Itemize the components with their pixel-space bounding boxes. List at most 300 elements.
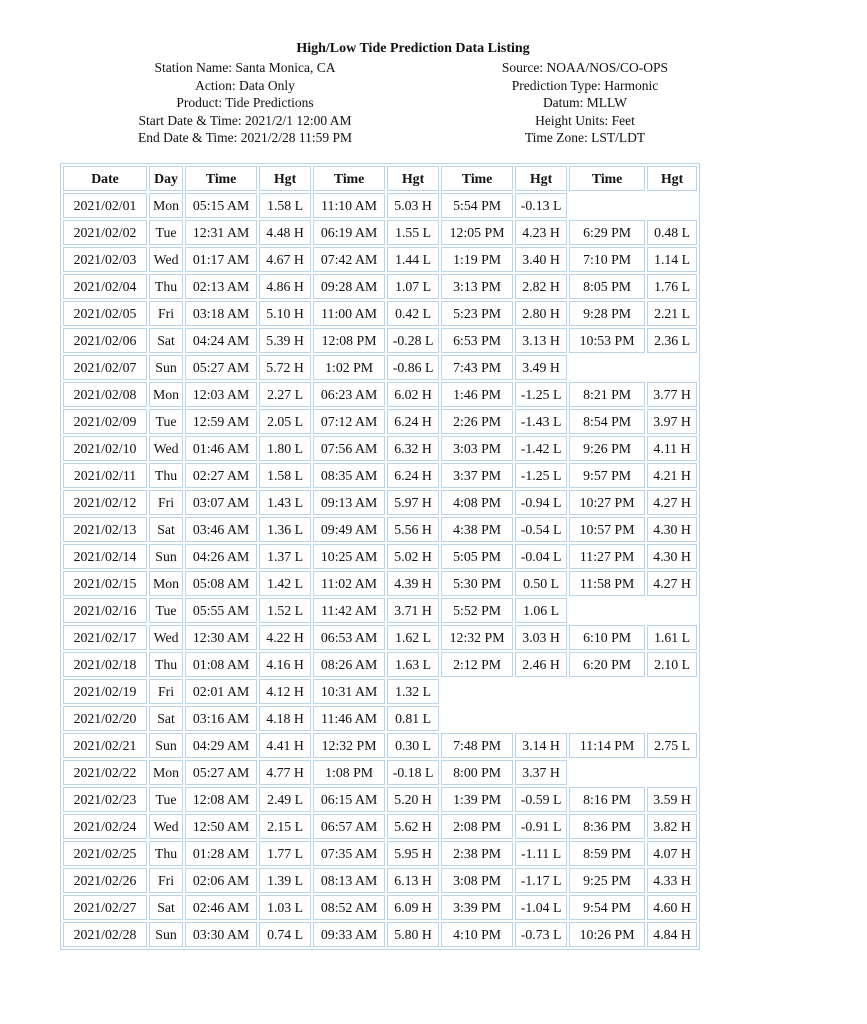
cell-time-2: 06:53 AM: [313, 625, 385, 650]
table-row: [63, 868, 697, 893]
cell-time-2: 12:32 PM: [313, 733, 385, 758]
column-header-hgt-1: Hgt: [259, 166, 311, 191]
cell-hgt-1: 4.41 H: [259, 733, 311, 758]
column-header-time-1: Time: [185, 166, 257, 191]
cell-hgt-3: -0.04 L: [515, 544, 567, 569]
cell-date: 2021/02/17: [63, 625, 147, 650]
cell-time-1: 04:29 AM: [185, 733, 257, 758]
cell-date: 2021/02/12: [63, 490, 147, 515]
cell-hgt-1: 5.72 H: [259, 355, 311, 380]
cell-date: 2021/02/08: [63, 382, 147, 407]
cell-time-3: 5:54 PM: [441, 193, 513, 218]
cell-hgt-3: -1.43 L: [515, 409, 567, 434]
cell-time-2: 1:08 PM: [313, 760, 385, 785]
cell-time-4: [569, 355, 645, 380]
cell-hgt-3: 2.46 H: [515, 652, 567, 677]
cell-time-4: 10:57 PM: [569, 517, 645, 542]
cell-hgt-4: 1.14 L: [647, 247, 697, 272]
cell-day: Mon: [149, 193, 183, 218]
cell-hgt-1: 2.27 L: [259, 382, 311, 407]
cell-day: Sat: [149, 895, 183, 920]
table-row: [63, 409, 697, 434]
cell-hgt-4: [647, 193, 697, 218]
cell-day: Tue: [149, 787, 183, 812]
cell-time-3: 1:46 PM: [441, 382, 513, 407]
cell-time-2: 10:25 AM: [313, 544, 385, 569]
table-row: [63, 220, 697, 245]
cell-hgt-2: 6.32 H: [387, 436, 439, 461]
cell-date: 2021/02/16: [63, 598, 147, 623]
cell-time-2: 08:52 AM: [313, 895, 385, 920]
cell-hgt-1: 1.80 L: [259, 436, 311, 461]
cell-hgt-3: -1.42 L: [515, 436, 567, 461]
cell-time-1: 02:06 AM: [185, 868, 257, 893]
cell-date: 2021/02/11: [63, 463, 147, 488]
cell-hgt-1: 1.36 L: [259, 517, 311, 542]
cell-hgt-4: 2.36 L: [647, 328, 697, 353]
cell-hgt-3: 0.50 L: [515, 571, 567, 596]
column-header-hgt-3: Hgt: [515, 166, 567, 191]
prediction-info: [450, 59, 720, 147]
height-units: Height Units: Feet: [535, 112, 635, 128]
cell-time-1: 04:24 AM: [185, 328, 257, 353]
cell-time-2: 09:28 AM: [313, 274, 385, 299]
table-row: [63, 463, 697, 488]
cell-hgt-1: 1.39 L: [259, 868, 311, 893]
cell-time-2: 06:19 AM: [313, 220, 385, 245]
cell-time-1: 02:13 AM: [185, 274, 257, 299]
cell-hgt-1: 5.39 H: [259, 328, 311, 353]
cell-time-1: 05:55 AM: [185, 598, 257, 623]
cell-date: 2021/02/21: [63, 733, 147, 758]
cell-hgt-3: -0.73 L: [515, 922, 567, 947]
cell-time-3: 1:19 PM: [441, 247, 513, 272]
cell-date: 2021/02/26: [63, 868, 147, 893]
cell-hgt-4: 4.27 H: [647, 571, 697, 596]
cell-time-3: 8:00 PM: [441, 760, 513, 785]
cell-hgt-2: 0.30 L: [387, 733, 439, 758]
table-row: [63, 733, 697, 758]
cell-hgt-1: 5.10 H: [259, 301, 311, 326]
cell-time-3: 4:08 PM: [441, 490, 513, 515]
cell-time-3: 1:39 PM: [441, 787, 513, 812]
column-header-day: Day: [149, 166, 183, 191]
table-row: [63, 922, 697, 947]
cell-time-1: 02:27 AM: [185, 463, 257, 488]
cell-time-1: 12:59 AM: [185, 409, 257, 434]
cell-hgt-2: 5.20 H: [387, 787, 439, 812]
cell-date: 2021/02/27: [63, 895, 147, 920]
table-row: [63, 193, 697, 218]
cell-day: Tue: [149, 409, 183, 434]
cell-hgt-2: 6.09 H: [387, 895, 439, 920]
cell-hgt-3: -1.04 L: [515, 895, 567, 920]
cell-day: Sun: [149, 355, 183, 380]
cell-time-4: 9:26 PM: [569, 436, 645, 461]
cell-hgt-4: 4.07 H: [647, 841, 697, 866]
cell-date: 2021/02/06: [63, 328, 147, 353]
cell-hgt-3: 3.14 H: [515, 733, 567, 758]
cell-hgt-2: 1.55 L: [387, 220, 439, 245]
cell-hgt-4: 4.84 H: [647, 922, 697, 947]
cell-time-4: [569, 598, 645, 623]
cell-time-4: 9:57 PM: [569, 463, 645, 488]
cell-time-3: 2:38 PM: [441, 841, 513, 866]
cell-day: Wed: [149, 625, 183, 650]
cell-time-4: 6:29 PM: [569, 220, 645, 245]
cell-hgt-2: 5.97 H: [387, 490, 439, 515]
cell-hgt-1: 2.05 L: [259, 409, 311, 434]
cell-time-2: 12:08 PM: [313, 328, 385, 353]
cell-hgt-4: [647, 760, 697, 785]
cell-hgt-4: 4.30 H: [647, 517, 697, 542]
cell-day: Sun: [149, 922, 183, 947]
cell-day: Fri: [149, 868, 183, 893]
cell-time-4: 9:25 PM: [569, 868, 645, 893]
cell-time-1: 12:50 AM: [185, 814, 257, 839]
column-header-hgt-2: Hgt: [387, 166, 439, 191]
table-row: [63, 652, 697, 677]
cell-hgt-4: 3.77 H: [647, 382, 697, 407]
cell-time-2: 1:02 PM: [313, 355, 385, 380]
cell-hgt-1: 1.77 L: [259, 841, 311, 866]
table-row: [63, 760, 697, 785]
cell-time-1: 05:08 AM: [185, 571, 257, 596]
cell-time-4: 7:10 PM: [569, 247, 645, 272]
cell-day: Fri: [149, 301, 183, 326]
cell-time-3: 12:32 PM: [441, 625, 513, 650]
cell-hgt-1: 4.16 H: [259, 652, 311, 677]
cell-hgt-4: [647, 706, 697, 731]
cell-time-4: [569, 760, 645, 785]
cell-hgt-3: -1.17 L: [515, 868, 567, 893]
cell-hgt-3: [515, 679, 567, 704]
cell-day: Mon: [149, 382, 183, 407]
cell-hgt-4: 4.27 H: [647, 490, 697, 515]
cell-time-4: 10:53 PM: [569, 328, 645, 353]
cell-time-4: 11:14 PM: [569, 733, 645, 758]
table-row: [63, 679, 697, 704]
table-row: [63, 598, 697, 623]
cell-hgt-4: 4.11 H: [647, 436, 697, 461]
cell-time-4: 11:58 PM: [569, 571, 645, 596]
cell-time-1: 03:18 AM: [185, 301, 257, 326]
cell-time-3: 7:43 PM: [441, 355, 513, 380]
cell-hgt-4: 4.33 H: [647, 868, 697, 893]
cell-hgt-2: 1.32 L: [387, 679, 439, 704]
cell-day: Fri: [149, 490, 183, 515]
cell-time-3: 5:05 PM: [441, 544, 513, 569]
cell-date: 2021/02/25: [63, 841, 147, 866]
cell-hgt-2: 5.80 H: [387, 922, 439, 947]
cell-time-4: 6:20 PM: [569, 652, 645, 677]
cell-hgt-1: 2.15 L: [259, 814, 311, 839]
cell-hgt-4: 4.60 H: [647, 895, 697, 920]
cell-time-4: 8:21 PM: [569, 382, 645, 407]
cell-hgt-1: 1.42 L: [259, 571, 311, 596]
cell-time-2: 11:42 AM: [313, 598, 385, 623]
cell-hgt-2: 5.02 H: [387, 544, 439, 569]
cell-hgt-3: [515, 706, 567, 731]
cell-hgt-3: 3.13 H: [515, 328, 567, 353]
table-row: [63, 571, 697, 596]
cell-hgt-4: [647, 679, 697, 704]
cell-day: Tue: [149, 598, 183, 623]
cell-hgt-2: 1.07 L: [387, 274, 439, 299]
cell-hgt-2: -0.28 L: [387, 328, 439, 353]
cell-time-3: [441, 706, 513, 731]
cell-hgt-3: -0.94 L: [515, 490, 567, 515]
cell-hgt-1: 1.37 L: [259, 544, 311, 569]
cell-date: 2021/02/02: [63, 220, 147, 245]
cell-time-1: 01:08 AM: [185, 652, 257, 677]
cell-hgt-3: -0.54 L: [515, 517, 567, 542]
cell-day: Sat: [149, 328, 183, 353]
cell-time-2: 08:13 AM: [313, 868, 385, 893]
table-row: [63, 274, 697, 299]
cell-time-3: 5:30 PM: [441, 571, 513, 596]
cell-time-4: 10:27 PM: [569, 490, 645, 515]
cell-hgt-3: -1.25 L: [515, 382, 567, 407]
cell-hgt-2: -0.86 L: [387, 355, 439, 380]
cell-time-3: 2:26 PM: [441, 409, 513, 434]
cell-hgt-2: -0.18 L: [387, 760, 439, 785]
cell-time-3: 3:08 PM: [441, 868, 513, 893]
cell-hgt-3: -0.91 L: [515, 814, 567, 839]
cell-time-1: 12:31 AM: [185, 220, 257, 245]
cell-time-2: 11:10 AM: [313, 193, 385, 218]
cell-time-3: 3:13 PM: [441, 274, 513, 299]
table-row: [63, 814, 697, 839]
cell-hgt-4: 0.48 L: [647, 220, 697, 245]
cell-hgt-1: 4.67 H: [259, 247, 311, 272]
cell-time-2: 11:46 AM: [313, 706, 385, 731]
cell-day: Fri: [149, 679, 183, 704]
cell-time-3: 4:10 PM: [441, 922, 513, 947]
cell-hgt-4: 3.82 H: [647, 814, 697, 839]
cell-hgt-3: 4.23 H: [515, 220, 567, 245]
cell-time-4: 8:16 PM: [569, 787, 645, 812]
cell-day: Thu: [149, 463, 183, 488]
cell-hgt-4: 3.97 H: [647, 409, 697, 434]
table-row: [63, 625, 697, 650]
cell-time-2: 11:00 AM: [313, 301, 385, 326]
cell-hgt-3: -1.11 L: [515, 841, 567, 866]
cell-hgt-4: 1.61 L: [647, 625, 697, 650]
table-row: [63, 355, 697, 380]
cell-day: Sat: [149, 706, 183, 731]
cell-time-2: 07:35 AM: [313, 841, 385, 866]
cell-time-1: 12:03 AM: [185, 382, 257, 407]
cell-date: 2021/02/28: [63, 922, 147, 947]
cell-hgt-1: 1.58 L: [259, 193, 311, 218]
cell-hgt-2: 1.63 L: [387, 652, 439, 677]
table-row: [63, 544, 697, 569]
table-row: [63, 328, 697, 353]
cell-hgt-2: 4.39 H: [387, 571, 439, 596]
cell-time-1: 05:27 AM: [185, 355, 257, 380]
cell-time-1: 03:16 AM: [185, 706, 257, 731]
end-datetime: End Date & Time: 2021/2/28 11:59 PM: [137, 130, 353, 146]
cell-time-1: 02:46 AM: [185, 895, 257, 920]
cell-hgt-1: 4.48 H: [259, 220, 311, 245]
cell-time-1: 05:15 AM: [185, 193, 257, 218]
cell-hgt-1: 4.22 H: [259, 625, 311, 650]
cell-hgt-4: 4.21 H: [647, 463, 697, 488]
product: Product: Tide Predictions: [176, 95, 314, 111]
cell-date: 2021/02/18: [63, 652, 147, 677]
cell-hgt-4: [647, 355, 697, 380]
cell-hgt-2: 6.24 H: [387, 409, 439, 434]
cell-time-4: 10:26 PM: [569, 922, 645, 947]
cell-hgt-1: 4.12 H: [259, 679, 311, 704]
cell-time-2: 08:26 AM: [313, 652, 385, 677]
cell-day: Tue: [149, 220, 183, 245]
cell-hgt-3: 3.49 H: [515, 355, 567, 380]
cell-time-2: 07:42 AM: [313, 247, 385, 272]
cell-time-2: 09:49 AM: [313, 517, 385, 542]
cell-time-2: 11:02 AM: [313, 571, 385, 596]
cell-hgt-4: 3.59 H: [647, 787, 697, 812]
cell-hgt-1: 4.86 H: [259, 274, 311, 299]
table-row: [63, 247, 697, 272]
cell-hgt-3: -0.13 L: [515, 193, 567, 218]
cell-hgt-1: 1.43 L: [259, 490, 311, 515]
cell-time-4: 6:10 PM: [569, 625, 645, 650]
cell-time-3: 12:05 PM: [441, 220, 513, 245]
cell-hgt-1: 4.77 H: [259, 760, 311, 785]
column-header-time-4: Time: [569, 166, 645, 191]
table-row: [63, 787, 697, 812]
cell-day: Wed: [149, 814, 183, 839]
cell-day: Thu: [149, 274, 183, 299]
cell-hgt-1: 1.03 L: [259, 895, 311, 920]
cell-time-4: 8:36 PM: [569, 814, 645, 839]
cell-day: Thu: [149, 652, 183, 677]
cell-time-1: 03:30 AM: [185, 922, 257, 947]
column-header-time-2: Time: [313, 166, 385, 191]
cell-date: 2021/02/01: [63, 193, 147, 218]
cell-day: Mon: [149, 760, 183, 785]
cell-date: 2021/02/05: [63, 301, 147, 326]
column-header-date: Date: [63, 166, 147, 191]
cell-hgt-2: 6.24 H: [387, 463, 439, 488]
cell-hgt-2: 5.03 H: [387, 193, 439, 218]
cell-date: 2021/02/03: [63, 247, 147, 272]
cell-hgt-4: 1.76 L: [647, 274, 697, 299]
cell-time-3: 6:53 PM: [441, 328, 513, 353]
table-row: [63, 706, 697, 731]
cell-day: Sat: [149, 517, 183, 542]
cell-hgt-1: 2.49 L: [259, 787, 311, 812]
cell-date: 2021/02/09: [63, 409, 147, 434]
tide-table: [60, 163, 700, 950]
table-row: [63, 517, 697, 542]
station-info: [100, 59, 390, 147]
cell-time-2: 06:57 AM: [313, 814, 385, 839]
cell-time-3: 3:37 PM: [441, 463, 513, 488]
cell-time-1: 02:01 AM: [185, 679, 257, 704]
station-name: Station Name: Santa Monica, CA: [154, 60, 336, 75]
cell-time-2: 10:31 AM: [313, 679, 385, 704]
cell-hgt-1: 1.58 L: [259, 463, 311, 488]
cell-date: 2021/02/10: [63, 436, 147, 461]
cell-time-1: 01:28 AM: [185, 841, 257, 866]
cell-time-2: 08:35 AM: [313, 463, 385, 488]
cell-time-4: 9:54 PM: [569, 895, 645, 920]
cell-time-3: 2:08 PM: [441, 814, 513, 839]
cell-hgt-4: 2.75 L: [647, 733, 697, 758]
cell-hgt-1: 1.52 L: [259, 598, 311, 623]
table-row: [63, 382, 697, 407]
cell-hgt-2: 5.95 H: [387, 841, 439, 866]
cell-date: 2021/02/22: [63, 760, 147, 785]
cell-date: 2021/02/24: [63, 814, 147, 839]
table-header-row: [63, 166, 697, 191]
cell-time-4: [569, 193, 645, 218]
cell-time-1: 05:27 AM: [185, 760, 257, 785]
cell-time-2: 07:12 AM: [313, 409, 385, 434]
cell-time-3: 5:52 PM: [441, 598, 513, 623]
cell-day: Wed: [149, 436, 183, 461]
cell-date: 2021/02/15: [63, 571, 147, 596]
cell-hgt-2: 5.62 H: [387, 814, 439, 839]
cell-time-2: 07:56 AM: [313, 436, 385, 461]
cell-hgt-2: 3.71 H: [387, 598, 439, 623]
cell-hgt-3: -1.25 L: [515, 463, 567, 488]
cell-hgt-3: 1.06 L: [515, 598, 567, 623]
cell-hgt-3: 3.40 H: [515, 247, 567, 272]
column-header-time-3: Time: [441, 166, 513, 191]
cell-time-1: 03:46 AM: [185, 517, 257, 542]
cell-time-1: 01:17 AM: [185, 247, 257, 272]
cell-time-1: 03:07 AM: [185, 490, 257, 515]
cell-time-2: 06:15 AM: [313, 787, 385, 812]
cell-time-4: 8:54 PM: [569, 409, 645, 434]
cell-hgt-4: 2.10 L: [647, 652, 697, 677]
cell-hgt-4: 4.30 H: [647, 544, 697, 569]
cell-time-4: [569, 706, 645, 731]
table-row: [63, 895, 697, 920]
cell-day: Sun: [149, 733, 183, 758]
column-header-hgt-4: Hgt: [647, 166, 697, 191]
cell-date: 2021/02/13: [63, 517, 147, 542]
cell-hgt-3: 3.03 H: [515, 625, 567, 650]
cell-time-3: 3:39 PM: [441, 895, 513, 920]
page-title: High/Low Tide Prediction Data Listing: [296, 41, 530, 56]
prediction-type: Prediction Type: Harmonic: [511, 77, 659, 93]
time-zone: Time Zone: LST/LDT: [524, 130, 646, 146]
cell-time-4: 11:27 PM: [569, 544, 645, 569]
source: Source: NOAA/NOS/CO-OPS: [501, 60, 669, 75]
cell-hgt-2: 0.81 L: [387, 706, 439, 731]
table-row: [63, 301, 697, 326]
cell-time-4: 9:28 PM: [569, 301, 645, 326]
cell-time-3: 4:38 PM: [441, 517, 513, 542]
cell-hgt-3: -0.59 L: [515, 787, 567, 812]
table-body: [63, 193, 697, 947]
cell-time-4: [569, 679, 645, 704]
cell-hgt-4: [647, 598, 697, 623]
cell-hgt-2: 6.13 H: [387, 868, 439, 893]
cell-hgt-2: 1.44 L: [387, 247, 439, 272]
cell-time-3: 5:23 PM: [441, 301, 513, 326]
cell-time-3: [441, 679, 513, 704]
cell-day: Thu: [149, 841, 183, 866]
action: Action: Data Only: [195, 77, 295, 93]
cell-time-1: 04:26 AM: [185, 544, 257, 569]
cell-hgt-2: 5.56 H: [387, 517, 439, 542]
